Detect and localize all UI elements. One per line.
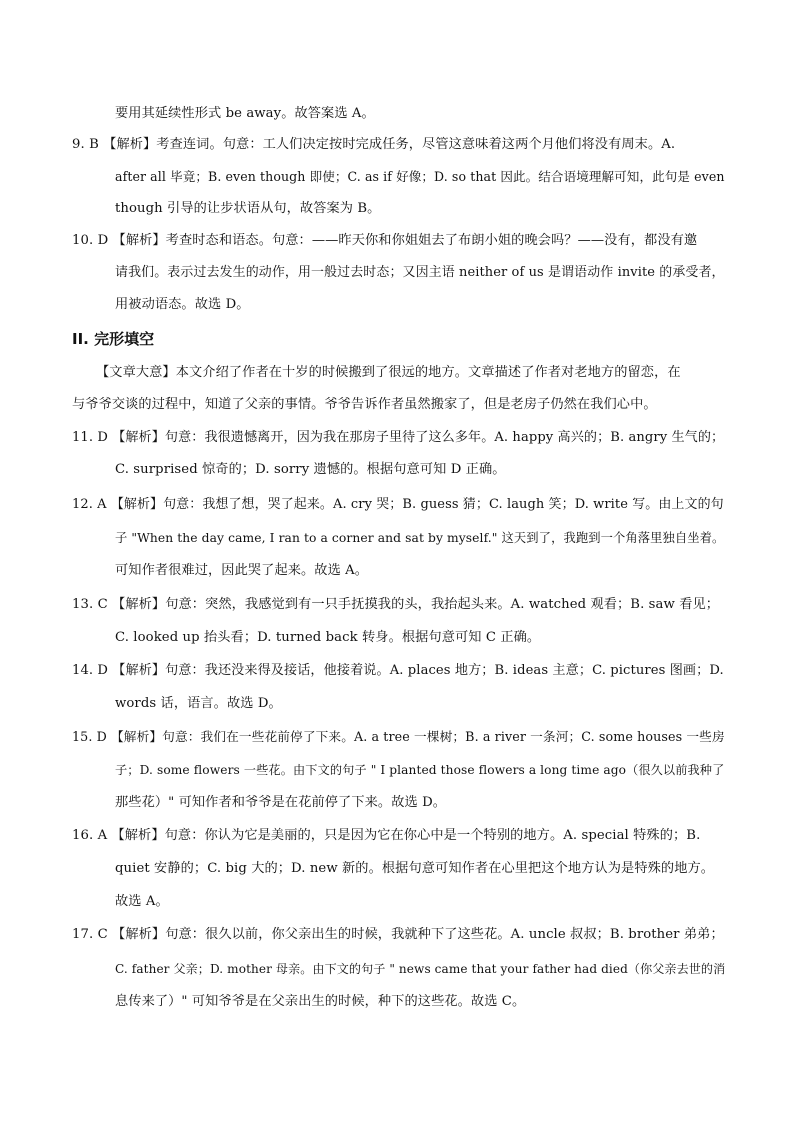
text-line-q13: 13. C 【解析】句意：突然，我感觉到有一只手抚摸我的头，我抬起头来。A. watched 观看；B. saw 看见； [72, 597, 720, 612]
text-line-q17-cont2: 息传来了）" 可知爷爷是在父亲出生的时候，种下的这些花。故选 C。 [115, 994, 526, 1009]
text-line-q14: 14. D 【解析】句意：我还没来得及接话，他接着说。A. places 地方；B. ideas 主意；C. pictures 图画；D. [72, 663, 724, 678]
text-line-q15-cont1: 子；D. some flowers 一些花。由下文的句子 " I planted those flowers a long time ago（很久以前我种了 [115, 763, 725, 777]
text-line-q11-cont: C. surprised 惊奇的；D. sorry 遗憾的。根据句意可知 D 正确。 [115, 462, 506, 477]
text-line-q16-cont1: quiet 安静的；C. big 大的；D. new 新的。根据句意可知作者在心里把这个地方认为是特殊的地方。 [115, 861, 715, 876]
text-line-q15-cont2: 那些花）" 可知作者和爷爷是在花前停了下来。故选 D。 [115, 795, 447, 810]
text-line-q10: 10. D 【解析】考查时态和语态。句意：——昨天你和你姐姐去了布朗小姐的晚会吗？——没有，都没有邀 [72, 233, 698, 248]
text-line-q9-cont2: though 引导的让步状语从句，故答案为 B。 [115, 201, 381, 216]
text-line-q17: 17. C 【解析】句意：很久以前，你父亲出生的时候，我就种下了这些花。A. uncle 叔叔；B. brother 弟弟； [72, 927, 724, 942]
section-heading-cloze: II. 完形填空 [72, 330, 155, 348]
text-line-q17-cont1: C. father 父亲；D. mother 母亲。由下文的句子 " news came that your father had died（你父亲去世的消 [115, 962, 726, 976]
text-line-summary: 【文章大意】本文介绍了作者在十岁的时候搬到了很远的地方。文章描述了作者对老地方的留恋，在 [96, 365, 681, 380]
text-line-q12-cont2: 可知作者很难过，因此哭了起来。故选 A。 [115, 563, 369, 578]
text-line-q9-cont1: after all 毕竟；B. even though 即使；C. as if 好像；D. so that 因此。结合语境理解可知，此句是 even [115, 169, 725, 184]
text-line-q13-cont: C. looked up 抬头看；D. turned back 转身。根据句意可知 C 正确。 [115, 630, 541, 645]
text-line-q16-cont2: 故选 A。 [115, 894, 169, 909]
text-line-q11: 11. D 【解析】句意：我很遗憾离开，因为我在那房子里待了这么多年。A. happy 高兴的；B. angry 生气的； [72, 430, 725, 445]
text-line-q8-continuation: 要用其延续性形式 be away。故答案选 A。 [115, 106, 375, 121]
text-line-q15: 15. D 【解析】句意：我们在一些花前停了下来。A. a tree 一棵树；B. a river 一条河；C. some houses 一些房 [72, 729, 725, 744]
text-line-q10-cont1: 请我们。表示过去发生的动作，用一般过去时态；又因主语 neither of us 是谓语动作 invite 的承受者， [115, 265, 725, 280]
text-line-q12-cont1: 子 "When the day came, I ran to a corner and sat by myself." 这天到了，我跑到一个角落里独自坐着。 [115, 531, 725, 545]
text-line-q12: 12. A 【解析】句意：我想了想，哭了起来。A. cry 哭；B. guess 猜；C. laugh 笑；D. write 写。由上文的句 [72, 497, 724, 512]
text-line-q16: 16. A 【解析】句意：你认为它是美丽的，只是因为它在你心中是一个特别的地方。A. special 特殊的；B. [72, 828, 701, 843]
text-line-q10-cont2: 用被动语态。故选 D。 [115, 297, 250, 312]
text-line-q9: 9. B 【解析】考查连词。句意：工人们决定按时完成任务，尽管这意味着这两个月他们将没有周末。A. [72, 137, 676, 152]
text-line-q14-cont: words 话，语言。故选 D。 [115, 696, 282, 711]
text-line-summary-cont: 与爷爷交谈的过程中，知道了父亲的事情。爷爷告诉作者虽然搬家了，但是老房子仍然在我们心中。 [72, 397, 657, 412]
